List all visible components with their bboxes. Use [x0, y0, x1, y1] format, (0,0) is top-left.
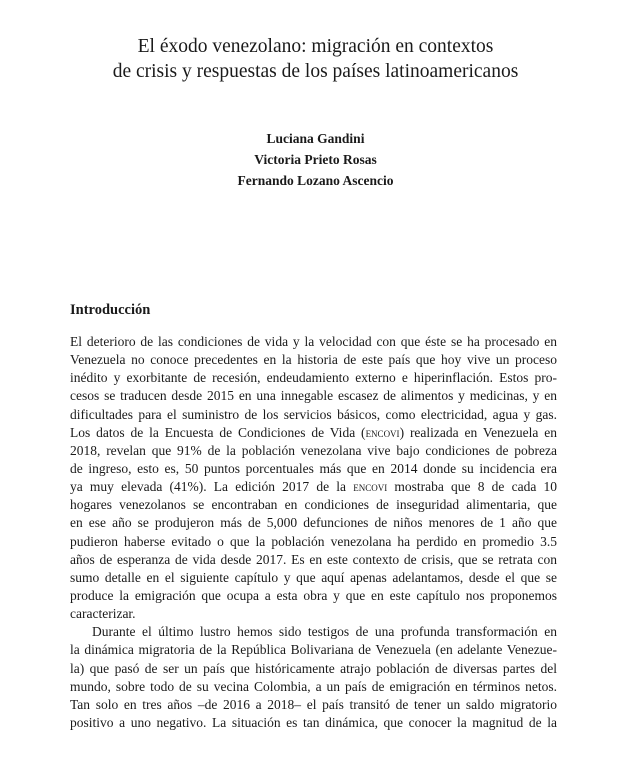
author-name: Fernando Lozano Ascencio: [237, 173, 394, 188]
body-line: Tan solo en tres años –de 2016 a 2018– el país transitó de tener un saldo migratorio: [70, 696, 557, 712]
body-line: Venezuela no conoce precedentes en la historia de este país que hoy vive un proceso: [70, 352, 557, 368]
body-line: ya muy elevada (41%). La edición 2017 de la encovi mostraba que 8 de cada 10: [70, 479, 557, 495]
body-line: cesos se traducen desde 2015 en una innegable escasez de alimentos y medicinas, y en: [70, 388, 557, 404]
paper-title-line-1: El éxodo venezolano: migración en contextos: [137, 36, 494, 57]
author-name: Luciana Gandini: [266, 131, 365, 146]
body-line: mundo, sobre todo de su vecina Colombia, a un país de emigración en términos netos.: [70, 678, 557, 694]
body-line: 2018, revelan que 91% de la población venezolana vive bajo condiciones de pobreza: [70, 442, 557, 458]
body-line: la) que pasó de ser un país que históricamente atrajo población de diversas partes del: [70, 660, 557, 676]
body-line: positivo a uno negativo. La situación es tan dinámica, que conocer la magnitud de la: [70, 714, 557, 730]
author-list: [40, 128, 591, 191]
body-line: hogares venezolanos se encontraban en condiciones de inseguridad alimentaria, que: [70, 497, 557, 513]
body-line: Los datos de la Encuesta de Condiciones de Vida (encovi) realizada en Venezuela en: [70, 424, 557, 440]
body-line: de ingreso, esto es, 50 puntos porcentuales más que en 2014 donde su incidencia era: [70, 460, 557, 476]
body-line: Durante el último lustro hemos sido testigos de una profunda transformación en: [92, 624, 557, 640]
body-line: El deterioro de las condiciones de vida y la velocidad con que éste se ha procesado en: [70, 334, 557, 349]
body-line: sumo detalle en el siguiente capítulo y que aquí apenas adelantamos, desde el que se: [70, 569, 557, 585]
body-line: dificultades para el suministro de los servicios básicos, como electricidad, agua y gas.: [70, 406, 557, 422]
body-line: pudieron haberse evitado o que la población venezolana ha perdido en promedio 3.5: [70, 533, 557, 549]
body-line: inédito y exorbitante de recesión, endeudamiento externo e hiperinflación. Estos pro-: [70, 370, 557, 386]
section-heading: Introducción: [70, 302, 151, 318]
body-line: caracterizar.: [70, 606, 136, 622]
body-line: años de esperanza de vida desde 2017. Es en este contexto de crisis, que se retrata con: [70, 551, 557, 567]
body-line: la dinámica migratoria de la República Bolivariana de Venezuela (en adelante Venezue-: [70, 642, 557, 658]
paper-title-line-2: de crisis y respuestas de los países latinoamericanos: [112, 61, 519, 82]
body-line: en ese año se produjeron más de 5,000 defunciones de niños menores de 1 año que: [70, 515, 557, 531]
author-name: Victoria Prieto Rosas: [254, 152, 377, 167]
body-paragraphs: [70, 333, 557, 732]
body-line: produce la emigración que ocupa a esta obra y que en este capítulo nos proponemos: [70, 587, 557, 603]
